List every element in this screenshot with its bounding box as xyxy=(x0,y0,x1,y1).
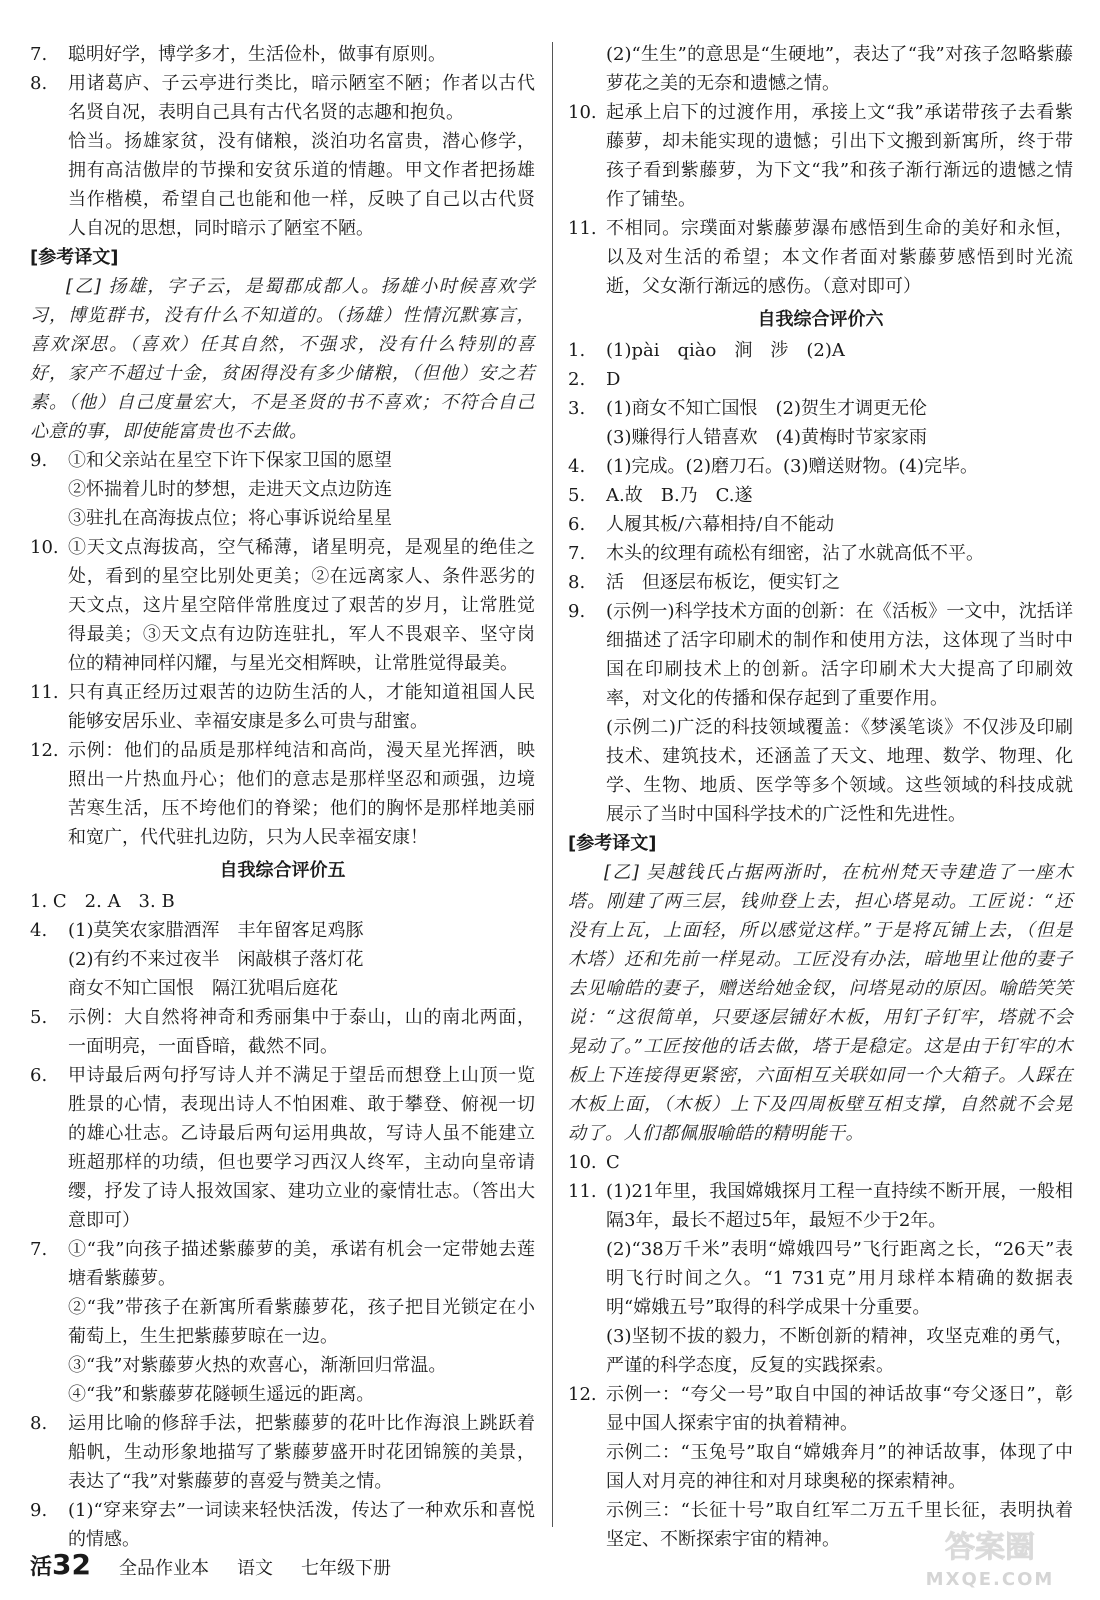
answer-item: 10. 起承上启下的过渡作用，承接上文“我”承诺带孩子去看紫藤萝，却未能实现的遗憾；引出下文搬到新寓所，终于带孩子看到紫藤萝，为下文“我”和孩子渐行渐远的遗憾之情作了铺垫。 xyxy=(568,102,1073,210)
section-title: 自我综合评价六 xyxy=(757,309,884,330)
answer-item: 9. (1)“穿来穿去”一词读来轻快活泼，传达了一种欢乐和喜悦的情感。 xyxy=(30,1500,535,1550)
answer-item: 7. 木头的纹理有疏松有细密，沾了水就高低不平。 xyxy=(568,543,984,564)
answer-item: 10. C xyxy=(568,1152,620,1173)
answer-item: 12. 示例：他们的品质是那样纯洁和高尚，漫天星光挥洒，映照出一片热血丹心；他们的意志是那样坚忍和顽强，边境苦寒生活，压不垮他们的脊梁；他们的胸怀是那样地美丽和宽广，代代驻扎边防，只为人民幸福安康！ xyxy=(30,740,535,848)
answer-line: (2)有约不来过夜半 闲敲棋子落灯花 xyxy=(68,949,364,970)
answer-item: 1. (1)pài qiào 涧 涉 (2)A xyxy=(568,340,845,361)
answer-item: 9. (示例一)科学技术方面的创新：在《活板》一文中，沈括详细描述了活字印刷术的制作和使用方法，这体现了当时中国在印刷技术上的创新。活字印刷术大大提高了印刷效率，对文化的传播和保存起到了重要作用。 xyxy=(568,601,1073,709)
answer-line: (3)赚得行人错喜欢 (4)黄梅时节家家雨 xyxy=(606,427,927,448)
answer-item: 11. (1)21年里，我国嫦娥探月工程一直持续不断开展，一般相隔3年，最长不超过5年，最短不少于2年。 xyxy=(568,1181,1073,1231)
answer-item: 10. ①天文点海拔高，空气稀薄，诸星明亮，是观星的绝佳之处，看到的星空比别处更美；②在远离家人、条件恶劣的天文点，这片星空陪伴常胜度过了艰苦的岁月，让常胜觉得最美；③天文点有边防连驻扎，军人不畏艰辛、坚守岗位的精神同样闪耀，与星光交相辉映，让常胜觉得最美。 xyxy=(30,537,535,674)
answer-line: ③驻扎在高海拔点位；将心事诉说给星星 xyxy=(68,508,392,529)
answer-item: 1. C 2. A 3. B xyxy=(30,891,175,912)
answer-continuation: (2)“生生”的意思是“生硬地”，表达了“我”对孩子忽略紫藤萝花之美的无奈和遗憾之情。 xyxy=(606,44,1073,94)
page-number: 活32 xyxy=(30,1548,91,1581)
answer-item: 11. 不相同。宗璞面对紫藤萝瀑布感悟到生命的美好和永恒，以及对生活的希望；本文作者面对紫藤萝感悟到时光流逝，父女渐行渐远的感伤。（意对即可） xyxy=(568,218,1073,297)
answer-item: 5. 示例：大自然将神奇和秀丽集中于泰山，山的南北两面，一面明亮，一面昏暗，截然不同。 xyxy=(30,1007,535,1057)
svg-text:答案圈: 答案圈 xyxy=(945,1530,1035,1565)
page-footer xyxy=(30,1548,391,1584)
answer-item: 5. A.故 B.乃 C.遂 xyxy=(568,485,753,506)
left-column xyxy=(30,40,535,1554)
reference-translation-text: [乙] 扬雄，字子云，是蜀郡成都人。扬雄小时候喜欢学习，博览群书，没有什么不知道的。（扬雄）性情沉默寡言，喜欢深思。（喜欢）任其自然，不强求，没有什么特别的喜好，家产不超过十金，贫困得没有多少储粮，（但他）安之若素。（他）自己度量宏大，不是圣贤的书不喜欢；不符合自己心意的事，即使能富贵也不去做。 xyxy=(30,276,535,442)
column-divider xyxy=(552,42,553,1527)
answer-line: ③“我”对紫藤萝火热的欢喜心，渐渐回归常温。 xyxy=(68,1355,447,1376)
answer-line: ②怀揣着儿时的梦想，走进天文点边防连 xyxy=(68,479,392,500)
section-title: 自我综合评价五 xyxy=(219,860,346,881)
reference-translation-title: [参考译文] xyxy=(568,833,657,854)
reference-translation-text: [乙] 吴越钱氏占据两浙时，在杭州梵天寺建造了一座木塔。刚建了两三层，钱帅登上去，担心塔晃动。工匠说：“还没有上瓦，上面轻，所以感觉这样。”于是将瓦铺上去，（但是木塔）还和先前一样晃动。工匠没有办法，暗地里让他的妻子去见喻皓的妻子，赠送给她金钗，问塔晃动的原因。喻皓笑笑说：“这很简单，只要逐层铺好木板，用钉子钉牢，塔就不会晃动了。”工匠按他的话去做，塔于是稳定。这是由于钉牢的木板上下连接得更紧密，六面相互关联如同一个大箱子。人踩在木板上面，（木板）上下及四周板壁互相支撑，自然就不会晃动了。人们都佩服喻皓的精明能干。 xyxy=(568,862,1073,1144)
answer-item: 3. (1)商女不知亡国恨 (2)贺生才调更无伦 xyxy=(568,398,927,419)
svg-text:MXQE.COM: MXQE.COM xyxy=(925,1569,1055,1590)
subject-label: 语文 xyxy=(236,1558,273,1579)
watermark-logo xyxy=(900,1517,1080,1592)
reference-translation-title: [参考译文] xyxy=(30,247,119,268)
answer-item: 7. ①“我”向孩子描述紫藤萝的美，承诺有机会一定带她去莲塘看紫藤萝。 xyxy=(30,1239,535,1289)
answer-continuation: 恰当。扬雄家贫，没有储粮，淡泊功名富贵，潜心修学，拥有高洁傲岸的节操和安贫乐道的情趣。甲文作者把扬雄当作楷模，希望自己也能和他一样，反映了自己以古代贤人自况的思想，同时暗示了陋室不陋。 xyxy=(68,131,535,239)
answer-item: 4. (1)莫笑农家腊酒浑 丰年留客足鸡豚 xyxy=(30,920,364,941)
answer-line: (3)坚韧不拔的毅力，不断创新的精神，攻坚克难的勇气，严谨的科学态度，反复的实践探索。 xyxy=(606,1326,1073,1376)
answer-line: 示例二：“玉兔号”取自“嫦娥奔月”的神话故事，体现了中国人对月亮的神往和对月球奥秘的探索精神。 xyxy=(606,1442,1073,1492)
answer-line: (2)“38万千米”表明“嫦娥四号”飞行距离之长，“26天”表明飞行时间之久。“1 731克”用月球样本精确的数据表明“嫦娥五号”取得的科学成果十分重要。 xyxy=(606,1239,1073,1318)
answer-line: ②“我”带孩子在新寓所看紫藤萝花，孩子把目光锁定在小葡萄上，生生把紫藤萝晾在一边。 xyxy=(68,1297,535,1347)
answer-item: 8. 运用比喻的修辞手法，把紫藤萝的花叶比作海浪上跳跃着船帆，生动形象地描写了紫藤萝盛开时花团锦簇的美景，表达了“我”对紫藤萝的喜爱与赞美之情。 xyxy=(30,1413,535,1492)
answer-item: 4. (1)完成。(2)磨刀石。(3)赠送财物。(4)完毕。 xyxy=(568,456,978,477)
answer-line: ④“我”和紫藤萝花隧顿生遥远的距离。 xyxy=(68,1384,375,1405)
answer-item: 7. 聪明好学，博学多才，生活俭朴，做事有原则。 xyxy=(30,44,446,65)
answer-item: 9. ①和父亲站在星空下许下保家卫国的愿望 xyxy=(30,450,392,471)
answer-line: 示例三：“长征十号”取自红军二万五千里长征，表明执着坚定、不断探索宇宙的精神。 xyxy=(606,1500,1073,1550)
grade-label: 七年级下册 xyxy=(300,1558,391,1579)
answer-item: 8. 用诸葛庐、子云亭进行类比，暗示陋室不陋；作者以古代名贤自况，表明自己具有古代名贤的志趣和抱负。 xyxy=(30,73,535,123)
answer-item: 11. 只有真正经历过艰苦的边防生活的人，才能知道祖国人民能够安居乐业、幸福安康是多么可贵与甜蜜。 xyxy=(30,682,535,732)
answer-item: 12. 示例一：“夸父一号”取自中国的神话故事“夸父逐日”，彰显中国人探索宇宙的执着精神。 xyxy=(568,1384,1073,1434)
answer-line: 商女不知亡国恨 隔江犹唱后庭花 xyxy=(68,978,338,999)
answer-item: 2. D xyxy=(568,369,621,390)
answer-continuation: (示例二)广泛的科技领域覆盖：《梦溪笔谈》不仅涉及印刷技术、建筑技术，还涵盖了天文、地理、数学、物理、化学、生物、地质、医学等多个领域。这些领域的科技成就展示了当时中国科学技术的广泛性和先进性。 xyxy=(606,717,1073,825)
book-title: 全品作业本 xyxy=(118,1558,209,1579)
answer-item: 6. 甲诗最后两句抒写诗人并不满足于望岳而想登上山顶一览胜景的心情，表现出诗人不怕困难、敢于攀登、俯视一切的雄心壮志。乙诗最后两句运用典故，写诗人虽不能建立班超那样的功绩，但也要学习西汉人终军，主动向皇帝请缨，抒发了诗人报效国家、建功立业的豪情壮志。（答出大意即可） xyxy=(30,1065,535,1231)
right-column xyxy=(568,40,1073,1554)
answer-item: 8. 活 但逐层布板讫，便实钉之 xyxy=(568,572,840,593)
answer-item: 6. 人履其板/六幕相持/自不能动 xyxy=(568,514,835,535)
